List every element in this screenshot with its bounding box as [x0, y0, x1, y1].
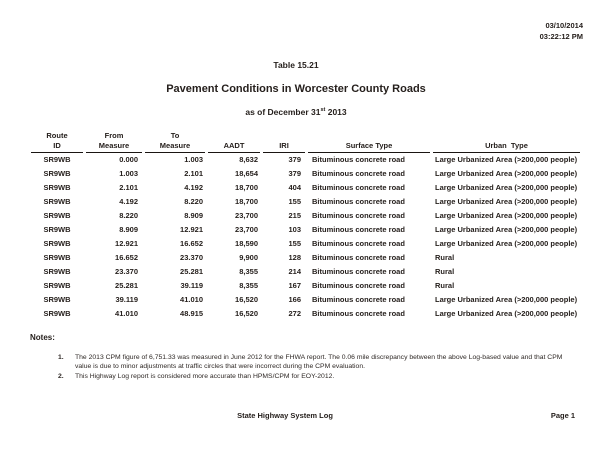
- note-item: [58, 353, 586, 371]
- note-text: The 2013 CPM figure of 6,751.33 was measured in June 2012 for the FHWA report. The 0.06 mile discrepancy between the above Log-based value and that CPM value is due to minor adjustments at traffic circles that were incorrect during the CPM evaluation.: [75, 354, 563, 370]
- table-cell: 404: [288, 183, 301, 192]
- table-cell: 18,654: [235, 169, 258, 178]
- table-cell: 166: [288, 295, 301, 304]
- table-cell: 25.281: [180, 267, 203, 276]
- note-number: 1.: [58, 354, 64, 361]
- table-cell: Large Urbanized Area (>200,000 people): [435, 155, 578, 164]
- table-cell: 8,355: [239, 281, 258, 290]
- table-cell: 8,355: [239, 267, 258, 276]
- table-cell: 23.370: [115, 267, 138, 276]
- notes-label: Notes:: [30, 333, 55, 342]
- table-body: [31, 153, 580, 321]
- table-cell: SR9WB: [43, 197, 71, 206]
- table-row: [31, 223, 580, 237]
- table-cell: SR9WB: [43, 183, 71, 192]
- table-cell: Large Urbanized Area (>200,000 people): [435, 309, 578, 318]
- table-cell: 23,700: [235, 225, 258, 234]
- table-cell: SR9WB: [43, 211, 71, 220]
- table-cell: Large Urbanized Area (>200,000 people): [435, 295, 578, 304]
- table-cell: 155: [288, 239, 301, 248]
- table-cell: 39.119: [115, 295, 138, 304]
- table-cell: Rural: [435, 253, 455, 262]
- table-cell: 16.652: [180, 239, 203, 248]
- table-cell: 4.192: [184, 183, 203, 192]
- table-cell: SR9WB: [43, 253, 71, 262]
- table-cell: 18,590: [235, 239, 258, 248]
- table-cell: Bituminous concrete road: [312, 211, 405, 220]
- table-row: [31, 153, 580, 167]
- column-header-route-id: Route ID: [31, 131, 83, 153]
- table-cell: 2.101: [184, 169, 203, 178]
- subtitle-superscript: st: [320, 107, 326, 114]
- table-cell: 128: [288, 253, 301, 262]
- table-cell: 18,700: [235, 183, 258, 192]
- table-cell: SR9WB: [43, 295, 71, 304]
- footer-page-number: Page 1: [550, 411, 575, 420]
- print-time: 03:22:12 PM: [539, 32, 583, 41]
- pavement-conditions-table: [28, 131, 583, 321]
- table-row: [31, 307, 580, 321]
- note-text: This Highway Log report is considered more accurate than HPMS/CPM for EOY-2012.: [75, 373, 335, 380]
- table-cell: 23.370: [180, 253, 203, 262]
- table-cell: Rural: [435, 281, 455, 290]
- table-row: [31, 251, 580, 265]
- table-cell: 12.921: [180, 225, 203, 234]
- table-cell: Rural: [435, 267, 455, 276]
- column-header-aadt: AADT: [208, 131, 260, 153]
- table-cell: SR9WB: [43, 309, 71, 318]
- column-header-iri: IRI: [263, 131, 305, 153]
- table-cell: 18,700: [235, 197, 258, 206]
- table-cell: 155: [288, 197, 301, 206]
- table-cell: 8.909: [184, 211, 203, 220]
- table-cell: Bituminous concrete road: [312, 225, 405, 234]
- table-cell: 2.101: [119, 183, 138, 192]
- document-subtitle: [0, 107, 592, 117]
- table-cell: 272: [288, 309, 301, 318]
- table-cell: Bituminous concrete road: [312, 239, 405, 248]
- table-cell: 16,520: [235, 309, 258, 318]
- table-cell: 4.192: [119, 197, 138, 206]
- table-cell: SR9WB: [43, 169, 71, 178]
- table-cell: Large Urbanized Area (>200,000 people): [435, 211, 578, 220]
- table-cell: 8.909: [119, 225, 138, 234]
- table-row: [31, 195, 580, 209]
- table-cell: 167: [288, 281, 301, 290]
- table-cell: 379: [288, 155, 301, 164]
- notes-list: [58, 353, 586, 382]
- column-header-surface-type: Surface Type: [308, 131, 430, 153]
- table-cell: 39.119: [180, 281, 203, 290]
- table-cell: Large Urbanized Area (>200,000 people): [435, 169, 578, 178]
- table-number: Table 15.21: [273, 60, 319, 70]
- table-cell: Bituminous concrete road: [312, 295, 405, 304]
- document-title: Pavement Conditions in Worcester County Roads: [166, 83, 426, 95]
- table-cell: Bituminous concrete road: [312, 281, 405, 290]
- table-cell: Bituminous concrete road: [312, 253, 405, 262]
- table-cell: 214: [288, 267, 301, 276]
- table-cell: Large Urbanized Area (>200,000 people): [435, 183, 578, 192]
- footer-report-name: State Highway System Log: [237, 411, 333, 420]
- table-cell: 1.003: [184, 155, 203, 164]
- table-cell: Bituminous concrete road: [312, 155, 405, 164]
- table-cell: Bituminous concrete road: [312, 183, 405, 192]
- column-header-to-measure: To Measure: [145, 131, 205, 153]
- table-cell: 1.003: [119, 169, 138, 178]
- column-header-urban-type: Urban Type: [433, 131, 580, 153]
- column-header-from-measure: From Measure: [86, 131, 142, 153]
- table-cell: Bituminous concrete road: [312, 197, 405, 206]
- table-row: [31, 167, 580, 181]
- table-cell: 12.921: [115, 239, 138, 248]
- table-cell: Large Urbanized Area (>200,000 people): [435, 239, 578, 248]
- table-cell: 25.281: [115, 281, 138, 290]
- table-cell: 16.652: [115, 253, 138, 262]
- table-cell: 8.220: [119, 211, 138, 220]
- table-cell: Bituminous concrete road: [312, 169, 405, 178]
- table-cell: Large Urbanized Area (>200,000 people): [435, 225, 578, 234]
- subtitle-suffix: 2013: [325, 107, 347, 117]
- table-row: [31, 279, 580, 293]
- table-cell: 215: [288, 211, 301, 220]
- table-cell: 9,900: [239, 253, 258, 262]
- table-cell: Bituminous concrete road: [312, 309, 405, 318]
- table-cell: SR9WB: [43, 239, 71, 248]
- table-cell: 16,520: [235, 295, 258, 304]
- table-header: [31, 131, 580, 153]
- table-row: [31, 209, 580, 223]
- table-cell: 0.000: [119, 155, 138, 164]
- table-cell: 41.010: [180, 295, 203, 304]
- note-number: 2.: [58, 373, 64, 380]
- table-cell: 23,700: [235, 211, 258, 220]
- table-row: [31, 181, 580, 195]
- table-row: [31, 237, 580, 251]
- table-header-row: [31, 131, 580, 153]
- table-cell: 8,632: [239, 155, 258, 164]
- table-cell: SR9WB: [43, 267, 71, 276]
- table-row: [31, 293, 580, 307]
- table-cell: SR9WB: [43, 155, 71, 164]
- table-cell: 8.220: [184, 197, 203, 206]
- table-cell: Bituminous concrete road: [312, 267, 405, 276]
- table-cell: 48.915: [180, 309, 203, 318]
- subtitle-prefix: as of December 31: [245, 107, 321, 117]
- print-date: 03/10/2014: [545, 21, 583, 30]
- table-cell: 379: [288, 169, 301, 178]
- table-cell: 103: [288, 225, 301, 234]
- print-datetime: [540, 20, 583, 42]
- table-row: [31, 265, 580, 279]
- table-cell: Large Urbanized Area (>200,000 people): [435, 197, 578, 206]
- note-item: [58, 372, 586, 381]
- table-cell: 41.010: [115, 309, 138, 318]
- table-cell: SR9WB: [43, 225, 71, 234]
- table-cell: SR9WB: [43, 281, 71, 290]
